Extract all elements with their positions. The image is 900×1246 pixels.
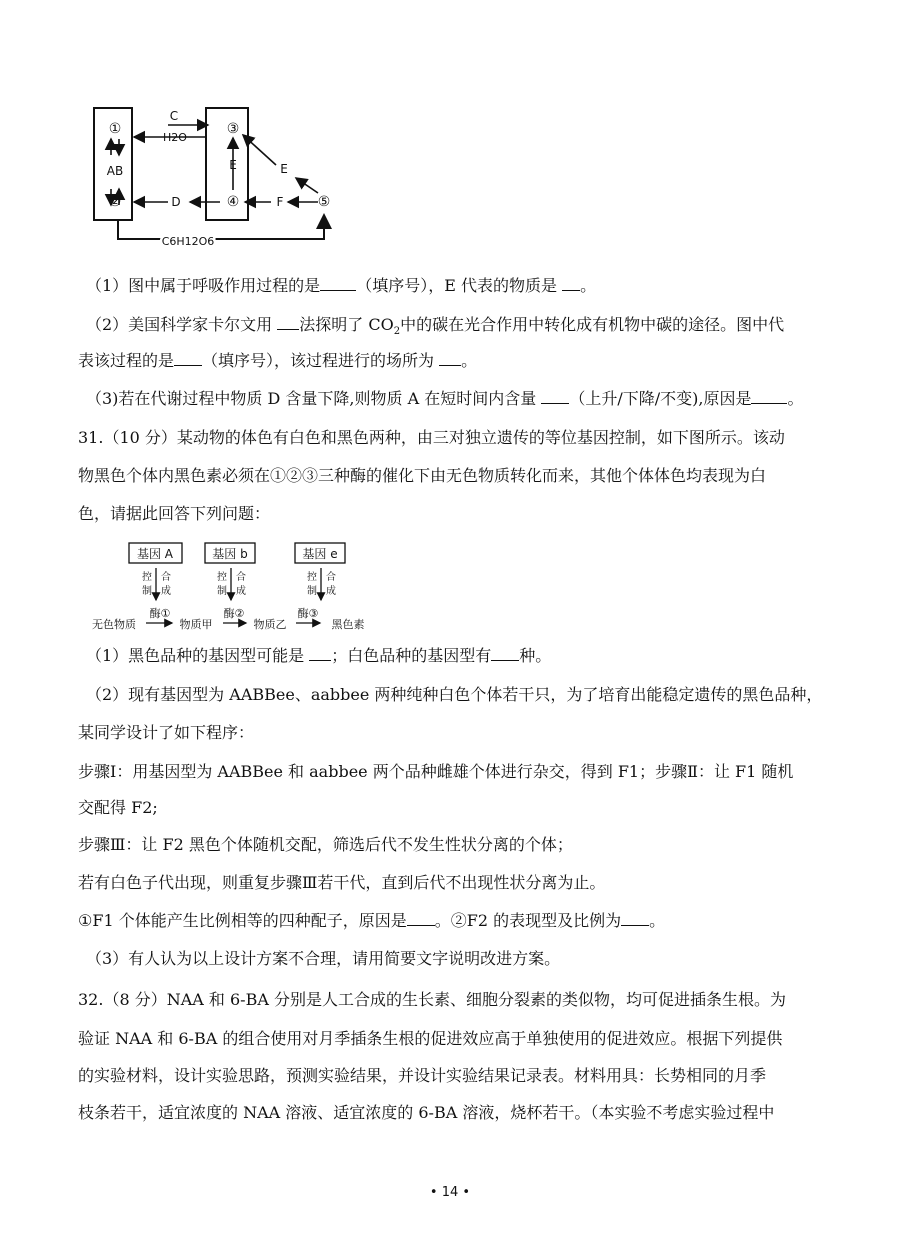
answer-blank[interactable] [439, 351, 461, 366]
label-e-mid: E [229, 158, 237, 172]
svg-text:制: 制 [217, 586, 227, 597]
label-f: F [276, 195, 284, 209]
q31-part2-line2: 某同学设计了如下程序： [78, 723, 255, 742]
q30-part2-line2: 表该过程的是 （填序号），该过程进行的场所为 。 [78, 351, 478, 370]
q31-intro-line3: 色，请据此回答下列问题： [78, 504, 271, 523]
enzyme-2: 酶② [223, 607, 245, 620]
svg-text:合: 合 [326, 572, 336, 583]
gene-b-box: 基因 b [212, 547, 248, 561]
svg-text:控: 控 [217, 572, 227, 583]
q31-part1: （1）黑色品种的基因型可能是 ；白色品种的基因型有 种。 [86, 646, 552, 665]
q31-step3: 步骤Ⅲ：让 F2 黑色个体随机交配，筛选后代不发生性状分离的个体； [78, 835, 573, 854]
substance-b: 物质乙 [253, 618, 287, 631]
label-e-diag: E [280, 162, 288, 176]
melanin: 黑色素 [331, 618, 365, 631]
q30-part3: （3)若在代谢过程中物质 D 含量下降,则物质 A 在短时间内含量 （上升/下降/不变),原因是 。 [86, 389, 804, 408]
q32-line1: 32.（8 分）NAA 和 6-BA 分别是人工合成的生长素、细胞分裂素的类似物，均可促进插条生根。为 [78, 990, 786, 1009]
q31-intro-line1: 31.（10 分）某动物的体色有白色和黑色两种，由三对独立遗传的等位基因控制，如下图所示。该动 [78, 428, 785, 447]
q30-part2-line1: （2）美国科学家卡尔文用 法探明了 $CO_2$中的碳在光合作用中转化成有机物中碳的途径。图中代 [86, 315, 785, 338]
node-3: ③ [226, 121, 240, 137]
answer-blank[interactable] [174, 351, 202, 366]
label-glucose: C6H12O6 [161, 235, 215, 248]
answer-blank[interactable] [277, 315, 299, 330]
svg-text:成: 成 [236, 586, 246, 597]
svg-text:控: 控 [307, 572, 317, 583]
node-4: ④ [226, 194, 240, 210]
q32-line3: 的实验材料，设计实验思路，预测实验结果，并设计实验结果记录表。材料用具：长势相同的月季 [78, 1066, 767, 1085]
svg-text:控: 控 [142, 572, 152, 583]
gene-e-box: 基因 e [302, 547, 338, 561]
q31-intro-line2: 物黑色个体内黑色素必须在①②③三种酶的催化下由无色物质转化而来，其他个体体色均表现为白 [78, 466, 767, 485]
node-5: ⑤ [317, 194, 331, 210]
answer-blank[interactable] [491, 646, 519, 661]
metabolism-diagram [88, 105, 348, 255]
enzyme-1: 酶① [149, 607, 171, 620]
answer-blank[interactable] [320, 276, 356, 291]
colorless-substance: 无色物质 [92, 618, 136, 631]
label-ab: AB [106, 164, 124, 178]
answer-blank[interactable] [309, 646, 331, 661]
q30-part1: （1）图中属于呼吸作用过程的是 （填序号），E 代表的物质是 。 [86, 276, 597, 295]
gene-a-box: 基因 A [136, 547, 174, 561]
svg-text:成: 成 [326, 586, 336, 597]
svg-text:制: 制 [307, 586, 317, 597]
page-number: • 14 • [429, 1185, 471, 1200]
q31-part2-line1: （2）现有基因型为 AABBee、aabbee 两种纯种白色个体若干只，为了培育出能稳定遗传的黑色品种， [86, 685, 823, 704]
answer-blank[interactable] [562, 276, 580, 291]
answer-blank[interactable] [621, 911, 649, 926]
glucose-path [118, 215, 324, 239]
q32-line2: 验证 NAA 和 6-BA 的组合使用对月季插条生根的促进效应高于单独使用的促进效应。根据下列提供 [78, 1029, 783, 1048]
q31-repeat: 若有白色子代出现，则重复步骤Ⅲ若干代，直到后代不出现性状分离为止。 [78, 873, 606, 892]
svg-text:制: 制 [142, 586, 152, 597]
label-h2o: H2O [163, 131, 187, 144]
svg-text:合: 合 [161, 572, 171, 583]
q31-part3: （3）有人认为以上设计方案不合理，请用简要文字说明改进方案。 [86, 949, 561, 968]
label-c: C [169, 109, 179, 123]
q32-line4: 枝条若干，适宜浓度的 NAA 溶液、适宜浓度的 6-BA 溶液，烧杯若干。（本实验不考虑实验过程中 [78, 1103, 775, 1122]
answer-blank[interactable] [751, 389, 787, 404]
q31-step1-line1: 步骤Ⅰ：用基因型为 AABBee 和 aabbee 两个品种雌雄个体进行杂交，得到 F1；步骤Ⅱ：让 F1 随机 [78, 762, 794, 781]
svg-text:合: 合 [236, 572, 246, 583]
q31-step1-line2: 交配得 F2; [78, 798, 158, 817]
answer-blank[interactable] [407, 911, 435, 926]
substance-a: 物质甲 [179, 618, 213, 631]
q31-f1-question: ①F1 个体能产生比例相等的四种配子，原因是 。②F2 的表现型及比例为 。 [78, 911, 666, 930]
answer-blank[interactable] [541, 389, 569, 404]
enzyme-3: 酶③ [297, 607, 319, 620]
node-2: ② [108, 194, 122, 210]
gene-pathway-diagram [86, 540, 386, 635]
label-d: D [171, 195, 181, 209]
node-1: ① [108, 121, 122, 137]
svg-text:成: 成 [161, 586, 171, 597]
